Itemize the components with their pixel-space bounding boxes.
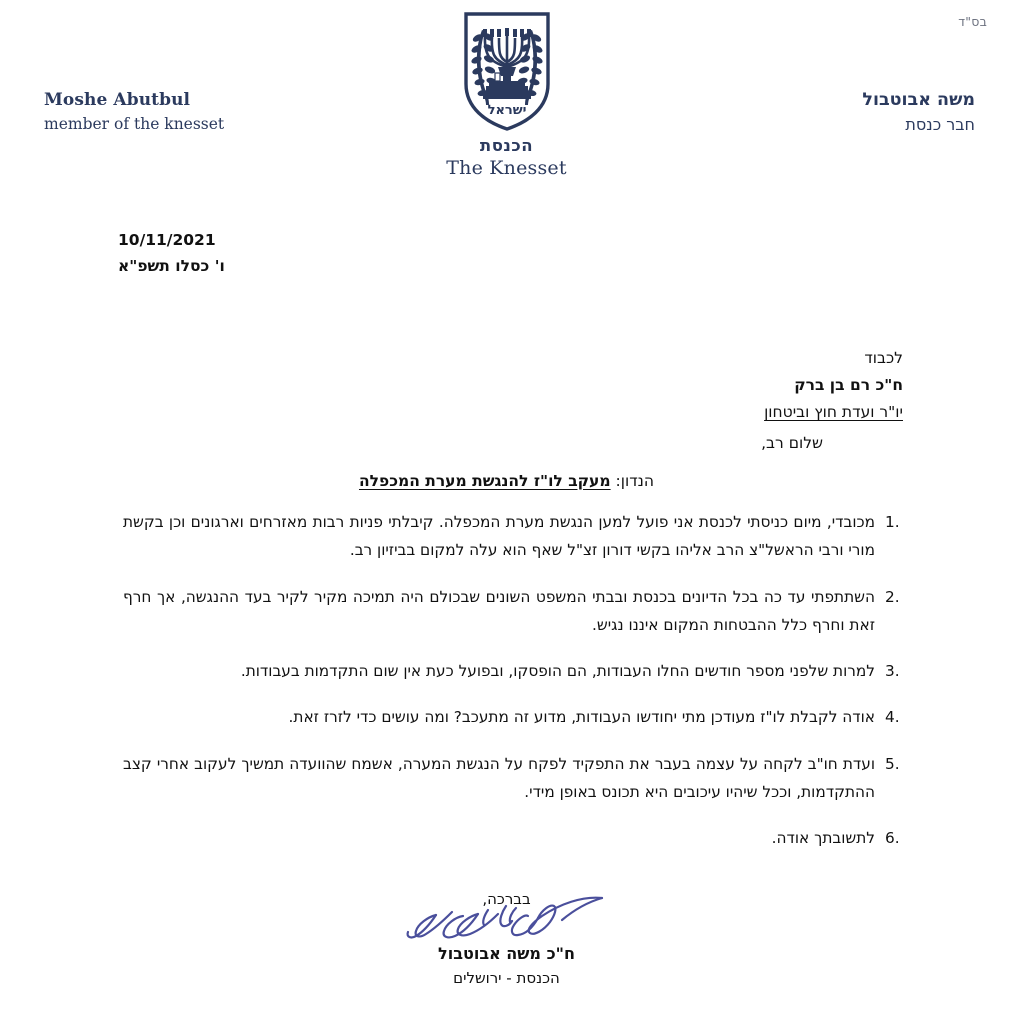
signature-block: [0, 890, 1013, 989]
list-item-number: .1: [885, 513, 900, 531]
letterhead-hebrew: [862, 88, 975, 137]
addressee-title: יו"ר ועדת חוץ וביטחון: [764, 403, 903, 422]
greeting-line: שלום רב,: [761, 434, 823, 452]
list-item-text: לתשובתך אודה.: [771, 829, 875, 848]
list-item: [123, 824, 913, 852]
signature-name: ח"כ משה אבוטבול: [438, 944, 575, 963]
letterhead-hebrew-role: חבר כנסת: [905, 115, 975, 135]
date-block: [118, 228, 225, 279]
signature-place: הכנסת - ירושלים: [453, 968, 560, 987]
list-item-text: השתתפתי עד כה בכל הדיונים בכנסת ובבתי המשפט השונים שבכולם היה תמיכה מקיר לקיר בעד ההנגשה, אך חרף זאת וחרף כלל ההבטחות המקום איננו נגיש.: [123, 587, 875, 634]
letterhead-hebrew-name: משה אבוטבול: [862, 90, 975, 110]
signature-regards: בברכה,: [482, 890, 531, 908]
handwritten-signature-icon: [392, 890, 622, 946]
letterhead-english-name: Moshe Abutbul: [44, 90, 191, 110]
list-item-text: ועדת חו"ב לקחה על עצמה בעבר את התפקיד לפקח על הנגשת המערה, אשמח שהוועדה תמשיך לעקוב אחרי קצב ההתקדמות, וככל שיהיו עיכובים היא תכונס באופן מידי.: [123, 754, 875, 802]
list-item-number: .6: [885, 829, 900, 848]
list-item-number: .2: [885, 587, 900, 606]
list-item-text: מכובדי, מיום כניסתי לכנסת אני פועל למען הנגשת מערת המכפלה. קיבלתי פניות רבות מאזרחים וארגונים וכן בקשת מורי ורבי הראשל"צ הרב אליהו בקשי דורון זצ"ל שאף הוא עלה למקום בביזיון רב.: [123, 513, 875, 560]
letterhead-english: [44, 88, 224, 136]
subject-value: מעקב לו"ז להנגשת מערת המכפלה: [358, 472, 611, 490]
addressee-block: [764, 345, 903, 426]
list-item: [123, 750, 913, 807]
signature-wrap: [392, 890, 622, 989]
list-item: [123, 657, 913, 685]
institution-name-hebrew: הכנסת: [479, 136, 534, 155]
list-item-text: למרות שלפני מספר חודשים החלו העבודות, הם הופסקו, ובפועל כעת אין שום התקדמות בעבודות.: [240, 662, 875, 681]
list-item-text: אודה לקבלת לו"ז מעודכן מתי יחודשו העבודות, מדוע זה מתעכב? ומה עושים כדי לזרז זאת.: [288, 708, 875, 727]
bsd-mark: בס"ד: [958, 14, 987, 29]
addressee-name: ח"כ רם בן ברק: [794, 376, 903, 395]
subject-label: הנדון:: [615, 472, 655, 490]
knesset-emblem-block: [397, 10, 617, 179]
letter-body-list: [123, 508, 913, 871]
israel-state-emblem-icon: [458, 10, 556, 132]
letterhead-english-role: member of the knesset: [44, 114, 225, 133]
gregorian-date: 10/11/2021: [118, 231, 216, 249]
subject-line: [0, 472, 1013, 490]
list-item-number: .3: [885, 662, 900, 681]
list-item: [123, 703, 913, 731]
list-item-number: .4: [885, 708, 900, 727]
emblem-inscription-text: ישראל: [487, 103, 526, 118]
list-item: [123, 508, 913, 565]
list-item-number: .5: [885, 754, 900, 773]
addressee-salutation: לכבוד: [864, 349, 903, 367]
letterhead: [0, 0, 1013, 200]
institution-name-english: The Knesset: [446, 157, 567, 179]
list-item: [123, 583, 913, 640]
hebrew-date: ו' כסלו תשפ"א: [118, 256, 225, 275]
